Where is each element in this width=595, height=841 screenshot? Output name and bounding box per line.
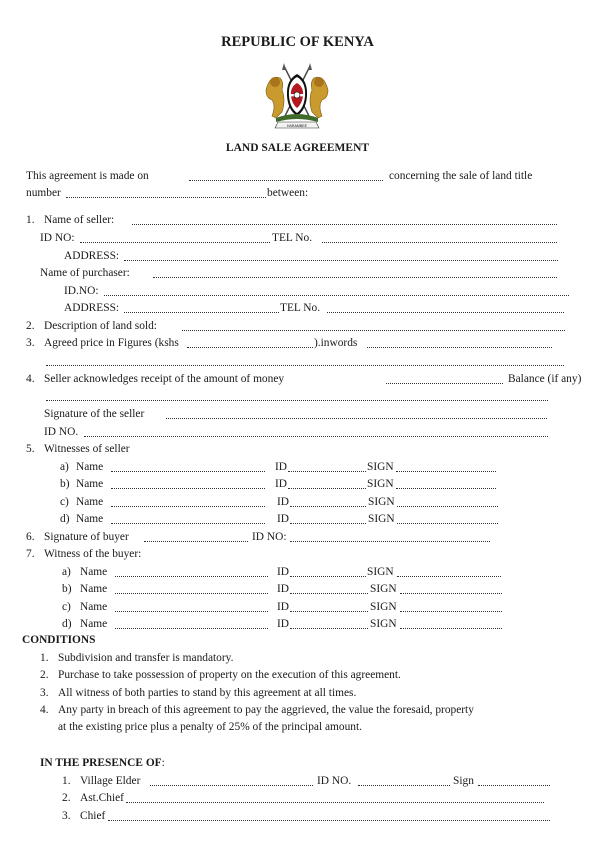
seller-name-label: Name of seller:	[44, 214, 115, 226]
buyer-id-label: ID NO:	[252, 531, 287, 543]
buyer-witnesses-heading: Witness of the buyer:	[44, 548, 142, 560]
presence-number: 2.	[62, 792, 71, 804]
row-letter: c)	[62, 601, 71, 613]
description-field[interactable]	[182, 330, 565, 331]
row-letter: b)	[60, 478, 70, 490]
id-label: ID	[277, 513, 290, 525]
description-label: Description of land sold:	[44, 320, 157, 332]
purchaser-address-label: ADDRESS:	[64, 302, 120, 314]
village-elder-sign-label: Sign	[453, 775, 474, 787]
seller-signature-id-label: ID NO.	[44, 426, 79, 438]
presence-number: 3.	[62, 810, 71, 822]
price-figures-field[interactable]	[187, 347, 313, 348]
sign-label: SIGN	[370, 583, 397, 595]
sign-field[interactable]	[400, 611, 502, 612]
ast-chief-field[interactable]	[126, 802, 544, 803]
kenya-coat-of-arms-icon	[262, 60, 332, 134]
id-label: ID	[275, 461, 288, 473]
intro-concerning: concerning the sale of land title	[389, 170, 533, 182]
seller-address-field[interactable]	[124, 260, 558, 261]
condition-text-continued: at the existing price plus a penalty of 25% of the principal amount.	[58, 721, 362, 733]
condition-text: Purchase to take possession of property on the execution of this agreement.	[58, 669, 401, 681]
village-elder-label: Village Elder	[80, 775, 141, 787]
seller-signature-label: Signature of the seller	[44, 408, 145, 420]
sign-field[interactable]	[396, 488, 496, 489]
row-letter: d)	[62, 618, 72, 630]
sign-label: SIGN	[368, 496, 395, 508]
id-field[interactable]	[288, 488, 366, 489]
row-letter: a)	[62, 566, 71, 578]
intro-number: number	[26, 187, 61, 199]
seller-tel-label: TEL No.	[272, 232, 313, 244]
conditions-heading: CONDITIONS	[22, 634, 96, 646]
sign-label: SIGN	[367, 461, 394, 473]
purchaser-id-label: ID.NO:	[64, 285, 99, 297]
name-field[interactable]	[111, 471, 265, 472]
condition-number: 1.	[40, 652, 49, 664]
name-field[interactable]	[115, 576, 268, 577]
condition-text: All witness of both parties to stand by this agreement at all times.	[58, 687, 357, 699]
condition-number: 4.	[40, 704, 49, 716]
seller-signature-id-field[interactable]	[84, 436, 548, 437]
name-field[interactable]	[115, 611, 268, 612]
presence-heading-text: IN THE PRESENCE OF	[40, 757, 162, 769]
name-label: Name	[76, 513, 104, 525]
id-field[interactable]	[290, 576, 366, 577]
id-field[interactable]	[290, 593, 368, 594]
balance-label: Balance (if any)	[508, 373, 582, 385]
name-label: Name	[80, 601, 108, 613]
sign-label: SIGN	[367, 566, 394, 578]
seller-id-label: ID NO:	[40, 232, 75, 244]
row-letter: d)	[60, 513, 70, 525]
condition-text: Subdivision and transfer is mandatory.	[58, 652, 234, 664]
sign-field[interactable]	[400, 628, 502, 629]
date-field[interactable]	[189, 180, 383, 181]
sign-label: SIGN	[370, 601, 397, 613]
sign-label: SIGN	[368, 513, 395, 525]
name-label: Name	[80, 618, 108, 630]
id-field[interactable]	[290, 628, 368, 629]
sign-label: SIGN	[367, 478, 394, 490]
name-field[interactable]	[111, 488, 265, 489]
village-elder-id-field[interactable]	[358, 785, 450, 786]
id-field[interactable]	[290, 506, 366, 507]
seller-name-field[interactable]	[132, 224, 557, 225]
ast-chief-label: Ast.Chief	[80, 792, 124, 804]
sign-field[interactable]	[397, 523, 498, 524]
price-words-field[interactable]	[367, 347, 552, 348]
name-field[interactable]	[111, 523, 265, 524]
title-number-field[interactable]	[66, 197, 266, 198]
acknowledge-label: Seller acknowledges receipt of the amount of money	[44, 373, 285, 385]
price-words-label: ).inwords	[314, 337, 358, 349]
presence-heading	[40, 757, 165, 770]
condition-number: 2.	[40, 669, 49, 681]
id-label: ID	[277, 618, 290, 630]
buyer-signature-field[interactable]	[144, 541, 248, 542]
item-number: 2.	[26, 320, 35, 332]
seller-witnesses-heading: Witnesses of seller	[44, 443, 130, 455]
condition-number: 3.	[40, 687, 49, 699]
price-words-field-continued[interactable]	[46, 365, 564, 366]
name-label: Name	[80, 566, 108, 578]
intro-made-on: This agreement is made on	[26, 170, 149, 182]
row-letter: a)	[60, 461, 69, 473]
name-field[interactable]	[115, 628, 268, 629]
country-heading: REPUBLIC OF KENYA	[221, 34, 374, 50]
purchaser-tel-label: TEL No.	[280, 302, 321, 314]
purchaser-address-field[interactable]	[124, 312, 279, 313]
sign-field[interactable]	[396, 471, 496, 472]
presence-colon: :	[161, 757, 165, 769]
name-label: Name	[80, 583, 108, 595]
item-number: 1.	[26, 214, 35, 226]
name-label: Name	[76, 461, 104, 473]
item-number: 7.	[26, 548, 35, 560]
item-number: 3.	[26, 337, 35, 349]
id-field[interactable]	[288, 471, 366, 472]
seller-address-label: ADDRESS:	[64, 250, 120, 262]
id-field[interactable]	[290, 611, 368, 612]
balance-field[interactable]	[46, 400, 548, 401]
id-label: ID	[275, 478, 288, 490]
sign-field[interactable]	[397, 506, 498, 507]
seller-tel-field[interactable]	[322, 242, 557, 243]
village-elder-field[interactable]	[150, 785, 313, 786]
purchaser-name-label: Name of purchaser:	[40, 267, 130, 279]
village-elder-id-label: ID NO.	[317, 775, 352, 787]
item-number: 6.	[26, 531, 35, 543]
buyer-id-field[interactable]	[290, 541, 490, 542]
seller-signature-field[interactable]	[166, 418, 547, 419]
purchaser-name-field[interactable]	[153, 277, 557, 278]
seller-id-field[interactable]	[80, 242, 270, 243]
price-figures-label: Agreed price in Figures (kshs	[44, 337, 179, 349]
name-label: Name	[76, 478, 104, 490]
agreement-title: LAND SALE AGREEMENT	[225, 142, 370, 154]
chief-field[interactable]	[108, 820, 550, 821]
id-label: ID	[277, 601, 290, 613]
id-label: ID	[277, 566, 290, 578]
village-elder-sign-field[interactable]	[478, 785, 550, 786]
id-label: ID	[277, 496, 290, 508]
amount-received-field[interactable]	[386, 383, 503, 384]
chief-label: Chief	[80, 810, 106, 822]
name-field[interactable]	[115, 593, 268, 594]
row-letter: c)	[60, 496, 69, 508]
name-field[interactable]	[111, 506, 265, 507]
intro-between: between:	[267, 187, 309, 199]
id-field[interactable]	[290, 523, 366, 524]
purchaser-id-field[interactable]	[104, 295, 569, 296]
purchaser-tel-field[interactable]	[327, 312, 564, 313]
id-label: ID	[277, 583, 290, 595]
sign-field[interactable]	[400, 593, 502, 594]
presence-number: 1.	[62, 775, 71, 787]
sign-label: SIGN	[370, 618, 397, 630]
buyer-signature-label: Signature of buyer	[44, 531, 129, 543]
sign-field[interactable]	[397, 576, 501, 577]
seal-motto: HARAMBEE	[286, 123, 308, 128]
row-letter: b)	[62, 583, 72, 595]
condition-text: Any party in breach of this agreement to pay the aggrieved, the value the foresaid, property	[58, 704, 474, 716]
item-number: 5.	[26, 443, 35, 455]
item-number: 4.	[26, 373, 35, 385]
name-label: Name	[76, 496, 104, 508]
